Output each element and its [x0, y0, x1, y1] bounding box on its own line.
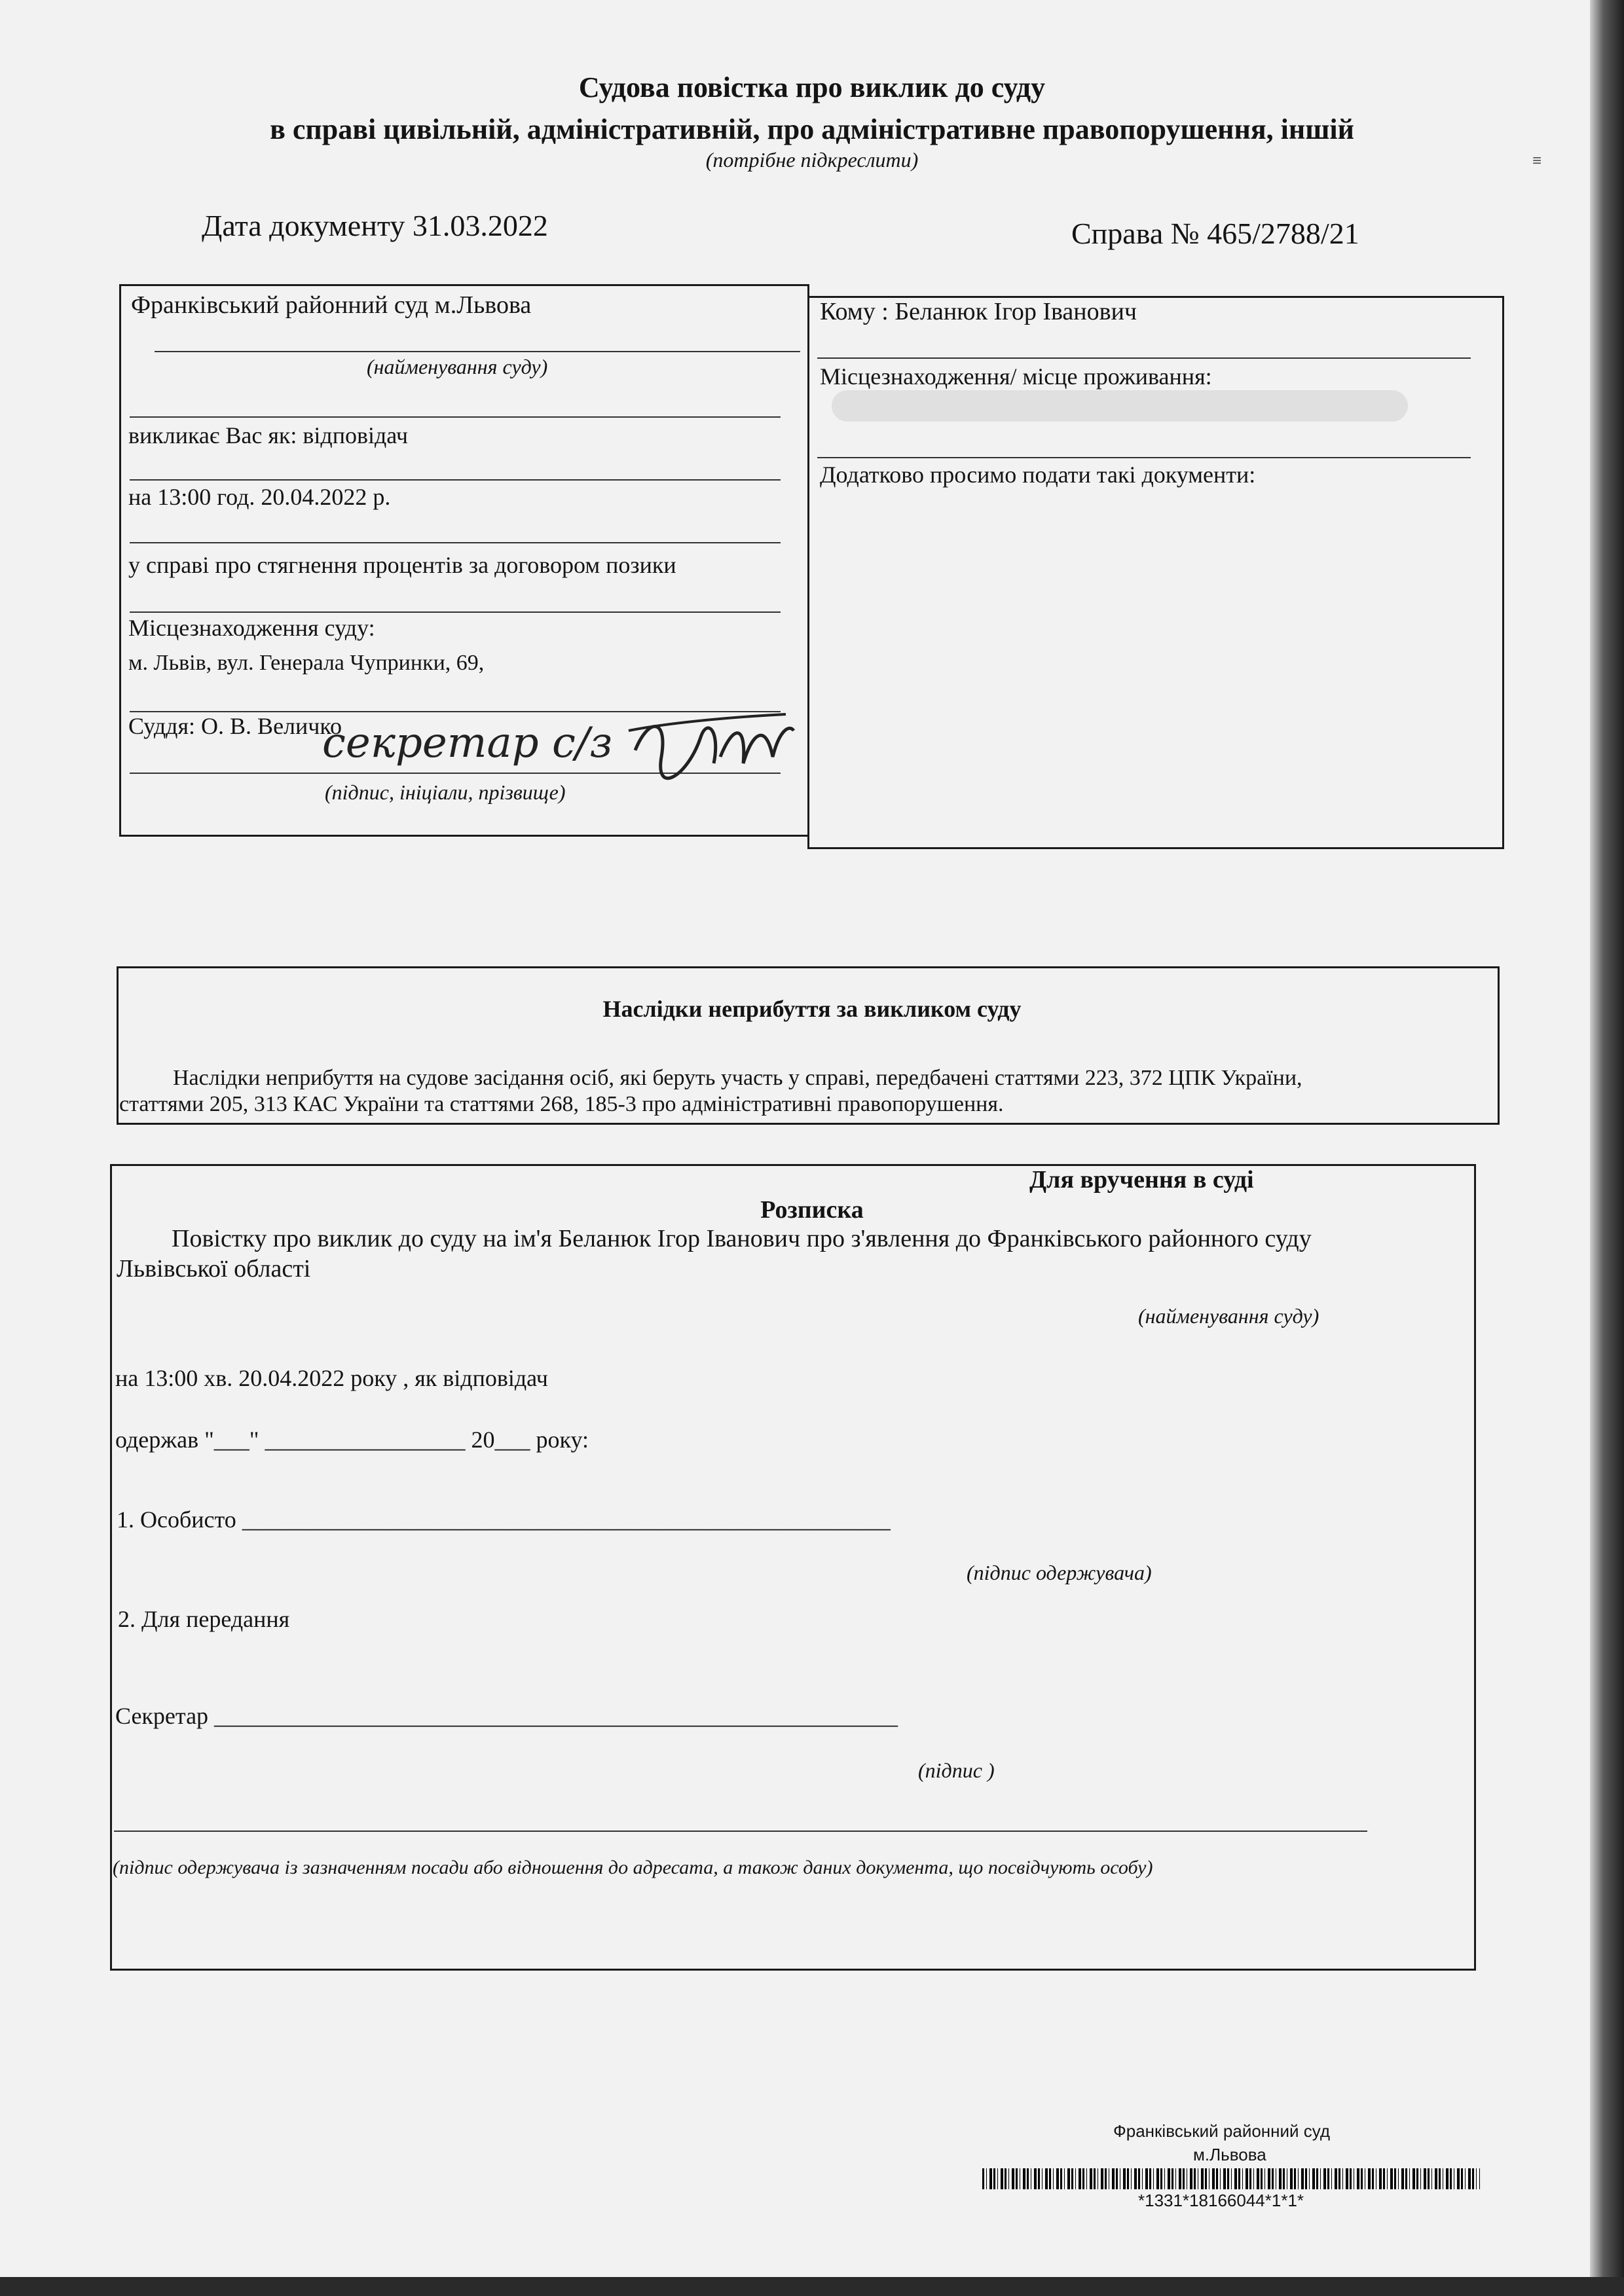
- divider: [817, 457, 1471, 458]
- document-title-line2: в справі цивільній, адміністративній, про адміністративне правопорушення, іншій: [270, 113, 1354, 145]
- margin-mark: ≡: [1532, 152, 1542, 170]
- scan-page-edge: [1590, 0, 1624, 2296]
- receipt-bottom-caption: (підпис одержувача із зазначенням посади або відношення до адресата, а також даних документа, що посвідчують особу): [113, 1857, 1153, 1878]
- document-date: Дата документу 31.03.2022: [202, 209, 548, 242]
- receipt-court-caption: (найменування суду): [1138, 1304, 1320, 1328]
- court-name-caption: (найменування суду): [367, 355, 548, 378]
- divider: [114, 1831, 1367, 1832]
- document-title-line1: Судова повістка про виклик до суду: [578, 71, 1046, 103]
- document-subtitle: (потрібне підкреслити): [705, 148, 919, 172]
- footer-court-name: Франківський районний суд: [1113, 2121, 1331, 2141]
- redacted-address: [832, 390, 1408, 422]
- case-subject: у справі про стягнення процентів за договором позики: [128, 552, 676, 578]
- consequences-text-line2: статтями 205, 313 КАС України та статтями 268, 185-3 про адміністративні правопорушення.: [119, 1092, 1004, 1116]
- barcode-number: *1331*18166044*1*1*: [1138, 2191, 1304, 2210]
- recipient-signature-caption: (підпис одержувача): [967, 1561, 1152, 1584]
- receipt-text-line2: Львівської області: [117, 1255, 311, 1283]
- court-location-label: Місцезнаходження суду:: [128, 615, 375, 641]
- receipt-hearing-time: на 13:00 хв. 20.04.2022 року , як відповідач: [115, 1365, 548, 1391]
- hearing-time: на 13:00 год. 20.04.2022 р.: [128, 484, 391, 510]
- divider: [130, 416, 781, 418]
- secretary-signature-caption: (підпис ): [918, 1758, 995, 1782]
- for-court-delivery: Для вручення в суді: [1029, 1166, 1254, 1194]
- recipient: Кому : Беланюк Ігор Іванович: [820, 298, 1137, 325]
- consequences-text-line1: Наслідки неприбуття на судове засідання осіб, які беруть участь у справі, передбачені статтями 223, 372 ЦПК України,: [173, 1066, 1302, 1090]
- case-number: Справа № 465/2788/21: [1071, 217, 1359, 250]
- divider: [130, 542, 781, 543]
- receipt-box: [110, 1164, 1476, 1971]
- judge-name: Суддя: О. В. Величко: [128, 713, 342, 739]
- received-date-line: одержав "___" _________________ 20___ року:: [115, 1427, 589, 1453]
- footer-court-city: м.Львова: [1193, 2145, 1266, 2164]
- summoned-as: викликає Вас як: відповідач: [128, 422, 408, 448]
- receipt-title: Розписка: [760, 1196, 864, 1224]
- residence-label: Місцезнаходження/ місце проживання:: [820, 363, 1212, 390]
- for-transfer: 2. Для передання: [118, 1606, 290, 1632]
- divider: [155, 351, 800, 352]
- receipt-text-line1: Повістку про виклик до суду на ім'я Беланюк Ігор Іванович про з'явлення до Франківського районного суду: [172, 1225, 1312, 1252]
- barcode: [982, 2168, 1480, 2189]
- signature-scribble: [622, 704, 799, 790]
- divider: [130, 611, 781, 613]
- signature-caption: (підпис, ініціали, прізвище): [325, 780, 566, 804]
- handwritten-signature: секретар с/з: [322, 719, 613, 767]
- court-name: Франківський районний суд м.Львова: [131, 291, 532, 319]
- additional-documents: Додатково просимо подати такі документи:: [820, 462, 1256, 488]
- divider: [817, 357, 1471, 359]
- court-address: м. Львів, вул. Генерала Чупринки, 69,: [128, 651, 485, 675]
- personally-line: 1. Особисто _______________________________________________________: [117, 1506, 891, 1533]
- scan-bottom-edge: [0, 2277, 1624, 2296]
- consequences-title: Наслідки неприбуття за викликом суду: [602, 996, 1022, 1022]
- secretary-line: Секретар __________________________________________________________: [115, 1703, 898, 1729]
- divider: [130, 479, 781, 481]
